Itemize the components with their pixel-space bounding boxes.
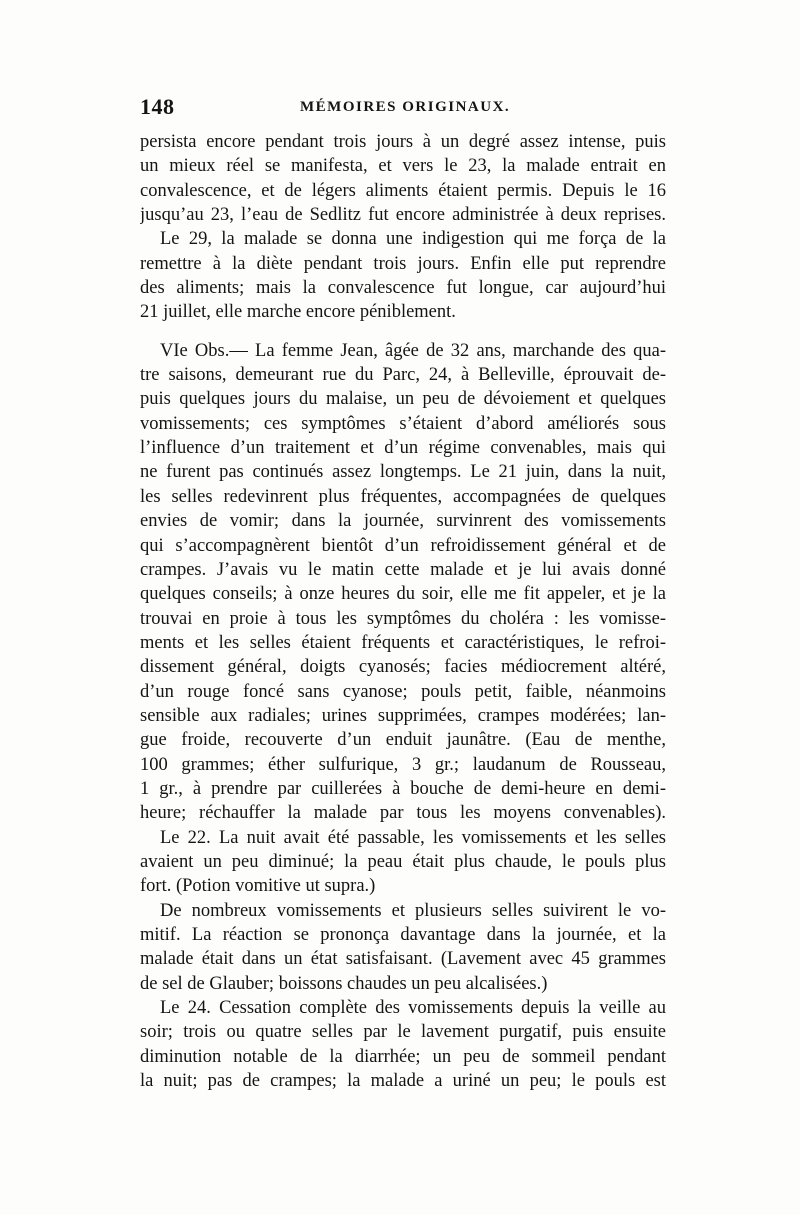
text-line: qui s’accompagnèrent bientôt d’un refroidissement général et de [140,535,666,556]
text-line: trouvai en proie à tous les symptômes du choléra : les vomisse- [140,608,666,629]
paragraph [140,130,666,227]
paragraph [140,227,666,324]
running-head [140,94,666,124]
text-line: 1 gr., à prendre par cuillerées à bouche de demi-heure en demi- [140,778,666,799]
text-line: avaient un peu diminué; la peau était plus chaude, le pouls plus [140,851,666,872]
text-line: heure; réchauffer la malade par tous les moyens convenables). [140,803,666,824]
text-line: ments et les selles étaient fréquents et caractéristiques, le refroi- [140,632,666,653]
text-line: 100 grammes; éther sulfurique, 3 gr.; laudanum de Rousseau, [140,754,666,775]
text-line: fort. (Potion vomitive ut supra.) [140,876,376,897]
text-line: dissement général, doigts cyanosés; facies médiocrement altéré, [140,657,666,678]
body-text [140,130,666,1093]
text-line: mitif. La réaction se prononça davantage dans la journée, et la [140,925,666,945]
text-line: les selles redevinrent plus fréquentes, accompagnées de quelques [140,486,666,507]
text-line: l’influence d’un traitement et d’un régime convenables, mais qui [140,438,666,459]
paragraph [140,899,666,996]
text-line: soir; trois ou quatre selles par le lavement purgatif, puis ensuite [140,1022,666,1043]
text-line: VIe Obs.— La femme Jean, âgée de 32 ans, marchande des qua- [160,340,666,361]
text-line: quelques conseils; à onze heures du soir, elle me fit appeler, et je la [140,584,666,605]
text-line: Le 22. La nuit avait été passable, les vomissements et les selles [160,827,666,848]
text-line: d’un rouge foncé sans cyanose; pouls petit, faible, néanmoins [140,681,666,702]
text-line: la nuit; pas de crampes; la malade a uriné un peu; le pouls est [140,1071,666,1092]
text-line: des aliments; mais la convalescence fut longue, car aujourd’hui [140,278,666,299]
text-line: crampes. J’avais vu le matin cette malade et je lui avais donné [140,559,666,580]
text-line: gue froide, recouverte d’un enduit jaunâtre. (Eau de menthe, [140,730,666,751]
text-line: jusqu’au 23, l’eau de Sedlitz fut encore administrée à deux reprises. [140,205,666,226]
text-line: sensible aux radiales; urines supprimées, crampes modérées; lan- [140,705,666,726]
text-line: Le 29, la malade se donna une indigestion qui me força de la [160,229,666,250]
text-line: puis quelques jours du malaise, un peu de dévoiement et quelques [140,389,666,410]
text-line: malade était dans un état satisfaisant. (Lavement avec 45 grammes [140,949,666,970]
text-line: ne furent pas continués assez longtemps. Le 21 juin, dans la nuit, [140,462,666,483]
running-title: MÉMOIRES ORIGINAUX. [300,99,511,115]
page-number: 148 [140,94,175,119]
text-line: remettre à la diète pendant trois jours. Enfin elle put reprendre [140,253,666,274]
text-line: un mieux réel se manifesta, et vers le 23, la malade entrait en [140,156,666,177]
text-line: 21 juillet, elle marche encore péniblement. [140,302,456,323]
text-line: de sel de Glauber; boissons chaudes un peu alcalisées.) [140,973,548,994]
text-line: diminution notable de la diarrhée; un peu de sommeil pendant [140,1046,666,1067]
paragraph-observation [140,339,666,826]
text-line: envies de vomir; dans la journée, survinrent des vomissements [140,511,666,532]
text-line: Le 24. Cessation complète des vomissements depuis la veille au [160,998,666,1019]
text-line: convalescence, et de légers aliments étaient permis. Depuis le 16 [140,180,666,201]
paragraph-gap [140,325,666,339]
text-line: persista encore pendant trois jours à un degré assez intense, puis [140,132,666,152]
text-line: vomissements; ces symptômes s’étaient d’abord améliorés sous [140,413,666,434]
paragraph [140,826,666,899]
text-line: tre saisons, demeurant rue du Parc, 24, à Belleville, éprouvait de- [140,365,666,386]
text-line: De nombreux vomissements et plusieurs selles suivirent le vo- [160,900,666,921]
paragraph [140,996,666,1093]
